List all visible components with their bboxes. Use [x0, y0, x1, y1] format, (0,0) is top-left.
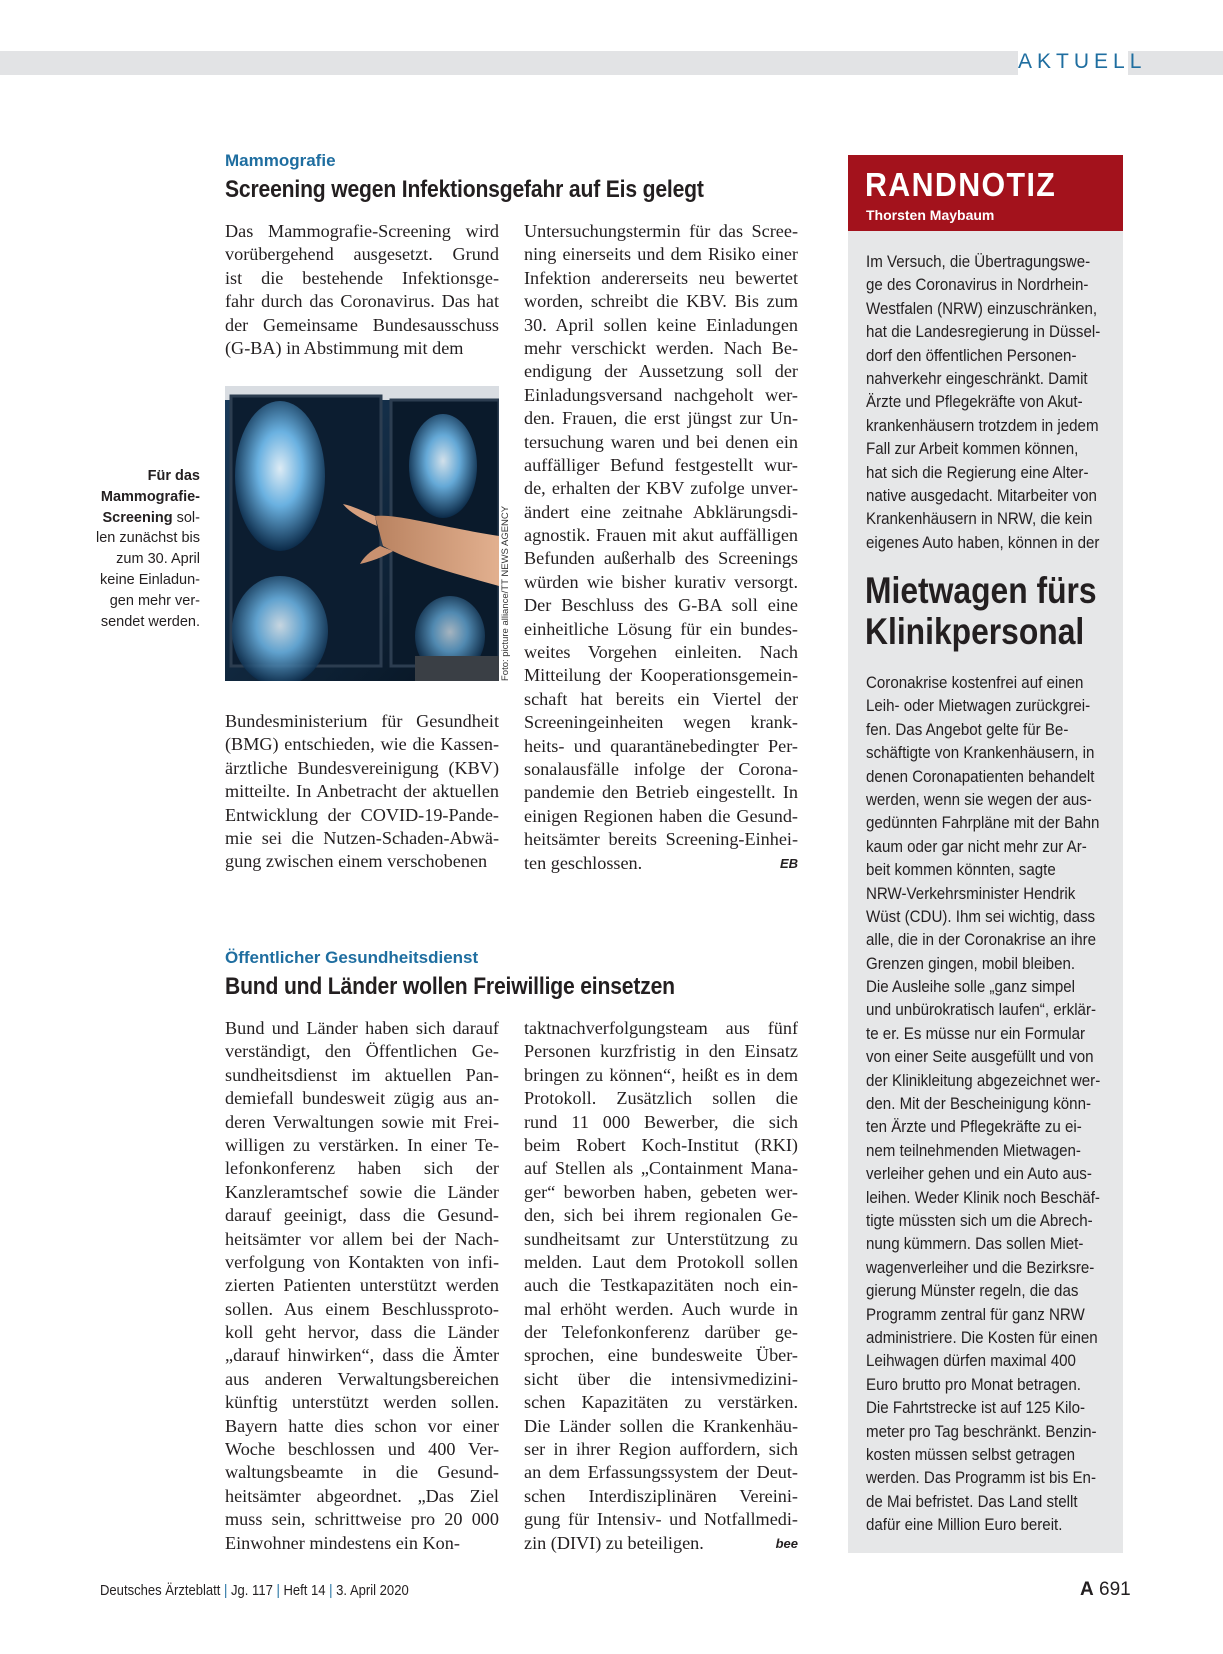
- text-line: Einwohner mindestens ein Kon-: [225, 1532, 460, 1553]
- text-line: leihen. Weder Klinik noch Beschäf-: [866, 1187, 1100, 1207]
- text-line: (BMG) entschieden, wie die Kassen-: [225, 734, 499, 755]
- text-line: auffälliger Befund festgestellt wur-: [524, 454, 798, 475]
- text-line: gierung Münster regeln, die das: [866, 1281, 1079, 1301]
- text-line: Die Ausleihe solle „ganz simpel: [866, 977, 1076, 997]
- text-line: sundheitsamt zur Unterstützung zu: [524, 1228, 798, 1249]
- text-line: sprochen, eine bundesweite Über-: [524, 1345, 798, 1366]
- section-label: AKTUELL: [1018, 48, 1128, 76]
- randnotiz-author: Thorsten Maybaum: [866, 207, 995, 223]
- text-line: würden wie bisher kurativ versorgt.: [524, 571, 798, 592]
- text-line-content: zin (DIVI) zu beteiligen.: [524, 1532, 704, 1553]
- article2-col1: [225, 1017, 499, 1555]
- text-line: verleiher gehen und ein Auto aus-: [866, 1164, 1092, 1184]
- text-line: heitsämter bereits Screening-Einhei-: [524, 829, 798, 850]
- text-line: mitteilte. In Anbetracht der aktuellen: [225, 781, 499, 802]
- text-line: werden, wenn sie wegen der aus-: [866, 789, 1092, 809]
- footer-sep-3: |: [329, 1583, 333, 1599]
- text-line: de, erhalten der KBV zufolge unver-: [524, 478, 798, 499]
- text-line: Screeningeinheiten wegen krank-: [524, 712, 798, 733]
- footer-volume: Jg. 117: [231, 1583, 273, 1599]
- text-line: werden. Das Programm ist bis En-: [866, 1468, 1096, 1488]
- text-line: koll geht hervor, dass die Länder: [225, 1322, 499, 1343]
- text-line: kaum oder gar nicht mehr zur Ar-: [866, 836, 1087, 856]
- text-line: nung kümmern. Das sollen Miet-: [866, 1234, 1084, 1254]
- author-signature: bee: [775, 1535, 798, 1551]
- text-line: hat sich die Regierung eine Alter-: [866, 462, 1089, 482]
- text-line: Untersuchungstermin für das Scree-: [524, 221, 798, 241]
- text-line: weites Vorgehen einleiten. Nach: [524, 642, 798, 663]
- text-line: nem teilnehmenden Mietwagen-: [866, 1140, 1081, 1160]
- text-line: administriere. Die Kosten für einen: [866, 1327, 1098, 1347]
- text-line: aus anderen Verwaltungsbereichen: [225, 1368, 499, 1389]
- text-line: verständigt, den Öffentlichen Ge-: [225, 1041, 499, 1062]
- text-line: einigen Regionen haben die Gesund-: [524, 805, 798, 826]
- text-line: te er. Es müsse nur ein Formular: [866, 1023, 1086, 1043]
- text-line: vorübergehend ausgesetzt. Grund: [225, 244, 499, 265]
- text-line: bringen zu können“, heißt es in dem: [524, 1064, 798, 1085]
- text-line: schen Interdisziplinären Vereini-: [524, 1485, 798, 1506]
- text-line: den, sich bei ihrem regionalen Ge-: [524, 1205, 798, 1226]
- article1-kicker: Mammografie: [225, 151, 336, 170]
- text-line: pandemie den Betrieb eingestellt. In: [524, 782, 798, 803]
- caption-bold-2: Mammografie-: [100, 488, 200, 505]
- text-line: einheitliche Lösung für ein bundes-: [524, 618, 798, 639]
- text-line: Leihwagen dürfen maximal 400: [866, 1351, 1076, 1371]
- caption-line-4: gen mehr ver-: [109, 592, 200, 609]
- text-line: den. Mit der Bescheinigung könn-: [866, 1094, 1092, 1114]
- footer-date: 3. April 2020: [336, 1583, 409, 1599]
- text-line: Krankenhäusern in NRW, die kein: [866, 509, 1093, 529]
- text-line: [524, 852, 798, 875]
- text-line: 30. April sollen keine Einladungen: [524, 314, 798, 335]
- caption-line-1: len zunächst bis: [96, 530, 200, 547]
- text-line: taktnachverfolgungsteam aus fünf: [524, 1018, 798, 1038]
- author-signature: EB: [779, 855, 798, 871]
- text-line: Der Beschluss des G-BA soll eine: [524, 595, 798, 616]
- text-line: der Klinikleitung abgezeichnet wer-: [866, 1070, 1101, 1090]
- text-line-content: ten geschlossen.: [524, 852, 643, 873]
- article1-col1-bottom: [225, 710, 499, 874]
- text-line: Die Länder sollen die Krankenhäu-: [524, 1415, 798, 1436]
- text-line: de Mai befristet. Das Land stellt: [866, 1491, 1078, 1511]
- text-line: und unbürokratisch laufen“, erklär-: [866, 1000, 1097, 1020]
- text-line: (G-BA) in Abstimmung mit dem: [225, 337, 464, 358]
- text-line: ser in ihrer Region auffordern, sich: [524, 1439, 798, 1460]
- text-line: „darauf hinwirken“, dass die Ämter: [225, 1345, 499, 1366]
- article1-col1-top: [225, 220, 499, 360]
- text-line: Leih- oder Mietwagen zurückgrei-: [866, 696, 1091, 716]
- text-line: lefonkonferenz haben sich der: [225, 1158, 499, 1179]
- text-line: worden, schreibt die KBV. Bis zum: [524, 291, 798, 312]
- article2-col2: [524, 1017, 798, 1555]
- article2-kicker: Öffentlicher Gesundheitsdienst: [225, 948, 479, 967]
- text-line: tersuchung waren und bei denen ein: [524, 431, 798, 452]
- text-line: fahr durch das Coronavirus. Das hat: [225, 291, 499, 312]
- footer-sep-2: |: [276, 1583, 280, 1599]
- randnotiz-headline-line1: Mietwagen fürs: [865, 570, 1097, 611]
- text-line: ning einerseits und dem Risiko einer: [524, 244, 798, 265]
- text-line: Mitteilung der Kooperationsgemein-: [524, 665, 798, 686]
- text-line: künftig unterstützt werden sollen.: [225, 1392, 499, 1413]
- text-line: ändert eine zeitnahe Abklärungsdi-: [524, 501, 798, 522]
- text-line: melden. Laut dem Protokoll sollen: [524, 1251, 798, 1272]
- caption-bold-1: Für das: [147, 468, 200, 484]
- text-line: Befunden außerhalb des Screenings: [524, 548, 798, 569]
- text-line: der Telefonkonferenz darüber ge-: [524, 1322, 798, 1343]
- text-line: Einladungsversand nachgeholt wer-: [524, 384, 798, 405]
- text-line: Grenzen gingen, mobil bleiben.: [866, 953, 1076, 973]
- text-line: demiefall bundesweit zügig aus an-: [225, 1088, 499, 1109]
- text-line: native ausgedacht. Mitarbeiter von: [866, 485, 1097, 505]
- page-prefix: A: [1080, 1579, 1094, 1600]
- text-line: mehr verschickt werden. Nach Be-: [524, 337, 798, 358]
- text-line: hat die Landesregierung in Düssel-: [866, 322, 1101, 342]
- text-line: dafür eine Million Euro bereit.: [866, 1515, 1063, 1535]
- text-line: muss sein, schrittweise pro 20 000: [225, 1509, 499, 1530]
- text-line: tigte müssten sich um die Abrech-: [866, 1210, 1093, 1230]
- text-line: endigung der Aussetzung soll der: [524, 361, 798, 382]
- text-line: Protokoll. Zusätzlich sollen die: [524, 1088, 798, 1109]
- text-line: Bundesministerium für Gesundheit: [225, 711, 499, 731]
- text-line: Programm zentral für ganz NRW: [866, 1304, 1085, 1324]
- text-line: Westfalen (NRW) einzuschränken,: [866, 298, 1098, 318]
- text-line: sicht über die intensivmedizini-: [524, 1368, 798, 1389]
- text-line: Coronakrise kostenfrei auf einen: [866, 673, 1084, 692]
- text-line: [524, 1532, 798, 1555]
- text-line: denen Coronapatienten behandelt: [866, 766, 1095, 786]
- text-line: gung zwischen einem verschobenen: [225, 851, 488, 872]
- footer-journal: Deutsches Ärzteblatt: [100, 1583, 221, 1599]
- text-line: ten Ärzte und Pflegekräfte zu ei-: [866, 1117, 1082, 1137]
- text-line: schen Kapazitäten zu verstärken.: [524, 1392, 798, 1413]
- text-line: gung für Intensiv- und Notfallmedi-: [524, 1509, 798, 1530]
- text-line: eigenes Auto haben, können in der: [866, 532, 1100, 552]
- text-line: auf Stellen als „Containment Mana-: [524, 1158, 798, 1179]
- footer-sep-1: |: [224, 1583, 228, 1599]
- text-line: Euro brutto pro Monat betragen.: [866, 1374, 1081, 1394]
- caption-rest-1: sol-: [172, 509, 200, 526]
- text-line: Fall zur Arbeit kommen können,: [866, 439, 1079, 459]
- text-line: von einer Seite ausgefüllt und von: [866, 1047, 1094, 1067]
- text-line: heitsämter abgeordnet. „Das Ziel: [225, 1485, 499, 1506]
- article1-col2: [524, 220, 798, 875]
- randnotiz-headline-line2: Klinikpersonal: [865, 611, 1085, 652]
- caption-line-3: keine Einladun-: [100, 571, 200, 588]
- text-line: Infektion andererseits neu bewertet: [524, 267, 798, 288]
- text-line: ärztliche Bundesvereinigung (KBV): [225, 757, 499, 778]
- text-line: deren Verwaltungen sowie mit Frei-: [225, 1111, 499, 1132]
- text-line: an dem Erfassungssystem der Deut-: [524, 1462, 798, 1483]
- text-line: dorf den öffentlichen Personen-: [866, 345, 1077, 365]
- text-line: Woche beschlossen und 400 Ver-: [225, 1439, 499, 1460]
- text-line: Personen kurzfristig in den Einsatz: [524, 1041, 798, 1062]
- page-number-value: 691: [1099, 1579, 1131, 1600]
- footer: [100, 1583, 409, 1599]
- photo-caption: [88, 466, 200, 632]
- text-line: fen. Das Angebot gelte für Be-: [866, 719, 1069, 739]
- text-line: nahverkehr eingeschränkt. Damit: [866, 368, 1088, 388]
- text-line: den. Frauen, die erst jüngst zur Un-: [524, 408, 798, 429]
- text-line: willigen zu verstärken. In einer Te-: [225, 1134, 499, 1155]
- text-line: verfolgung von Kontakten von infi-: [225, 1251, 499, 1272]
- photo-credit: Foto: picture alliance/TT NEWS AGENCY: [500, 505, 511, 681]
- text-line: zierten Patienten unterstützt werden: [225, 1275, 499, 1296]
- text-line: Das Mammografie-Screening wird: [225, 221, 499, 241]
- text-line: NRW-Verkehrsminister Hendrik: [866, 883, 1076, 903]
- text-line: Bund und Länder haben sich darauf: [225, 1018, 499, 1038]
- text-line: Ärzte und Pflegekräfte von Akut-: [866, 392, 1083, 412]
- text-line: darauf geeinigt, dass die Gesund-: [225, 1205, 499, 1226]
- page-number: [1080, 1579, 1131, 1601]
- footer-issue: Heft 14: [283, 1583, 326, 1599]
- text-line: Entwicklung der COVID-19-Pande-: [225, 804, 499, 825]
- text-line: Kanzleramtschef sowie die Länder: [225, 1181, 499, 1202]
- text-line: Die Fahrtstrecke ist auf 125 Kilo-: [866, 1398, 1086, 1418]
- text-line: schaft hat bereits ein Viertel der: [524, 688, 798, 709]
- text-line: Wüst (CDU). Ihm sei wichtig, dass: [866, 906, 1096, 926]
- caption-line-5: sendet werden.: [100, 613, 200, 630]
- article1-headline: Screening wegen Infektionsgefahr auf Eis gelegt: [225, 176, 704, 203]
- randnotiz-intro: [866, 250, 1106, 554]
- mammography-photo: [225, 386, 499, 681]
- text-line: Im Versuch, die Übertragungswe-: [866, 252, 1091, 271]
- text-line: ger“ beworben haben, gebeten wer-: [524, 1181, 798, 1202]
- text-line: agnostik. Frauen mit akut auffälligen: [524, 525, 798, 546]
- text-line: heits- und quarantänebedingter Per-: [524, 735, 798, 756]
- text-line: krankenhäusern trotzdem in jedem: [866, 415, 1099, 435]
- caption-line-2: zum 30. April: [116, 551, 200, 568]
- text-line: ge des Coronavirus in Nordrhein-: [866, 275, 1089, 295]
- text-line: kosten müssen selbst getragen: [866, 1444, 1076, 1464]
- text-line: sonalausfälle infolge der Corona-: [524, 758, 798, 779]
- text-line: beim Robert Koch-Institut (RKI): [524, 1134, 798, 1155]
- text-line: rund 11 000 Bewerber, die sich: [524, 1111, 798, 1132]
- text-line: ist die bestehende Infektionsge-: [225, 267, 499, 288]
- text-line: mal erhöht werden. Auch wurde in: [524, 1298, 798, 1319]
- text-line: mie sei die Nutzen-Schaden-Abwä-: [225, 827, 499, 848]
- caption-bold-3: Screening: [102, 509, 173, 526]
- randnotiz-headline: [865, 570, 1097, 652]
- text-line: sollen. Aus einem Beschlussproto-: [225, 1298, 499, 1319]
- randnotiz-title: RANDNOTIZ: [865, 166, 1057, 203]
- text-line: alle, die in der Coronakrise an ihre: [866, 930, 1097, 950]
- text-line: heitsämter vor allem bei der Nach-: [225, 1228, 499, 1249]
- text-line: auch die Testkapazitäten noch ein-: [524, 1275, 798, 1296]
- text-line: beit kommen könnten, sagte: [866, 860, 1056, 880]
- text-line: gedünnten Fahrpläne mit der Bahn: [866, 813, 1100, 833]
- text-line: wagenverleiher und die Bezirksre-: [866, 1257, 1095, 1277]
- text-line: meter pro Tag beschränkt. Benzin-: [866, 1421, 1097, 1441]
- text-line: Bayern hatte dies schon vor einer: [225, 1415, 499, 1436]
- article2-headline: Bund und Länder wollen Freiwillige einsetzen: [225, 973, 675, 1000]
- text-line: schäftigte von Krankenhäusern, in: [866, 743, 1095, 763]
- text-line: der Gemeinsame Bundesausschuss: [225, 314, 499, 335]
- text-line: waltungsbeamte in die Gesund-: [225, 1462, 499, 1483]
- randnotiz-body: [866, 671, 1106, 1536]
- mammography-image: [225, 386, 499, 681]
- text-line: sundheitsdienst im aktuellen Pan-: [225, 1064, 499, 1085]
